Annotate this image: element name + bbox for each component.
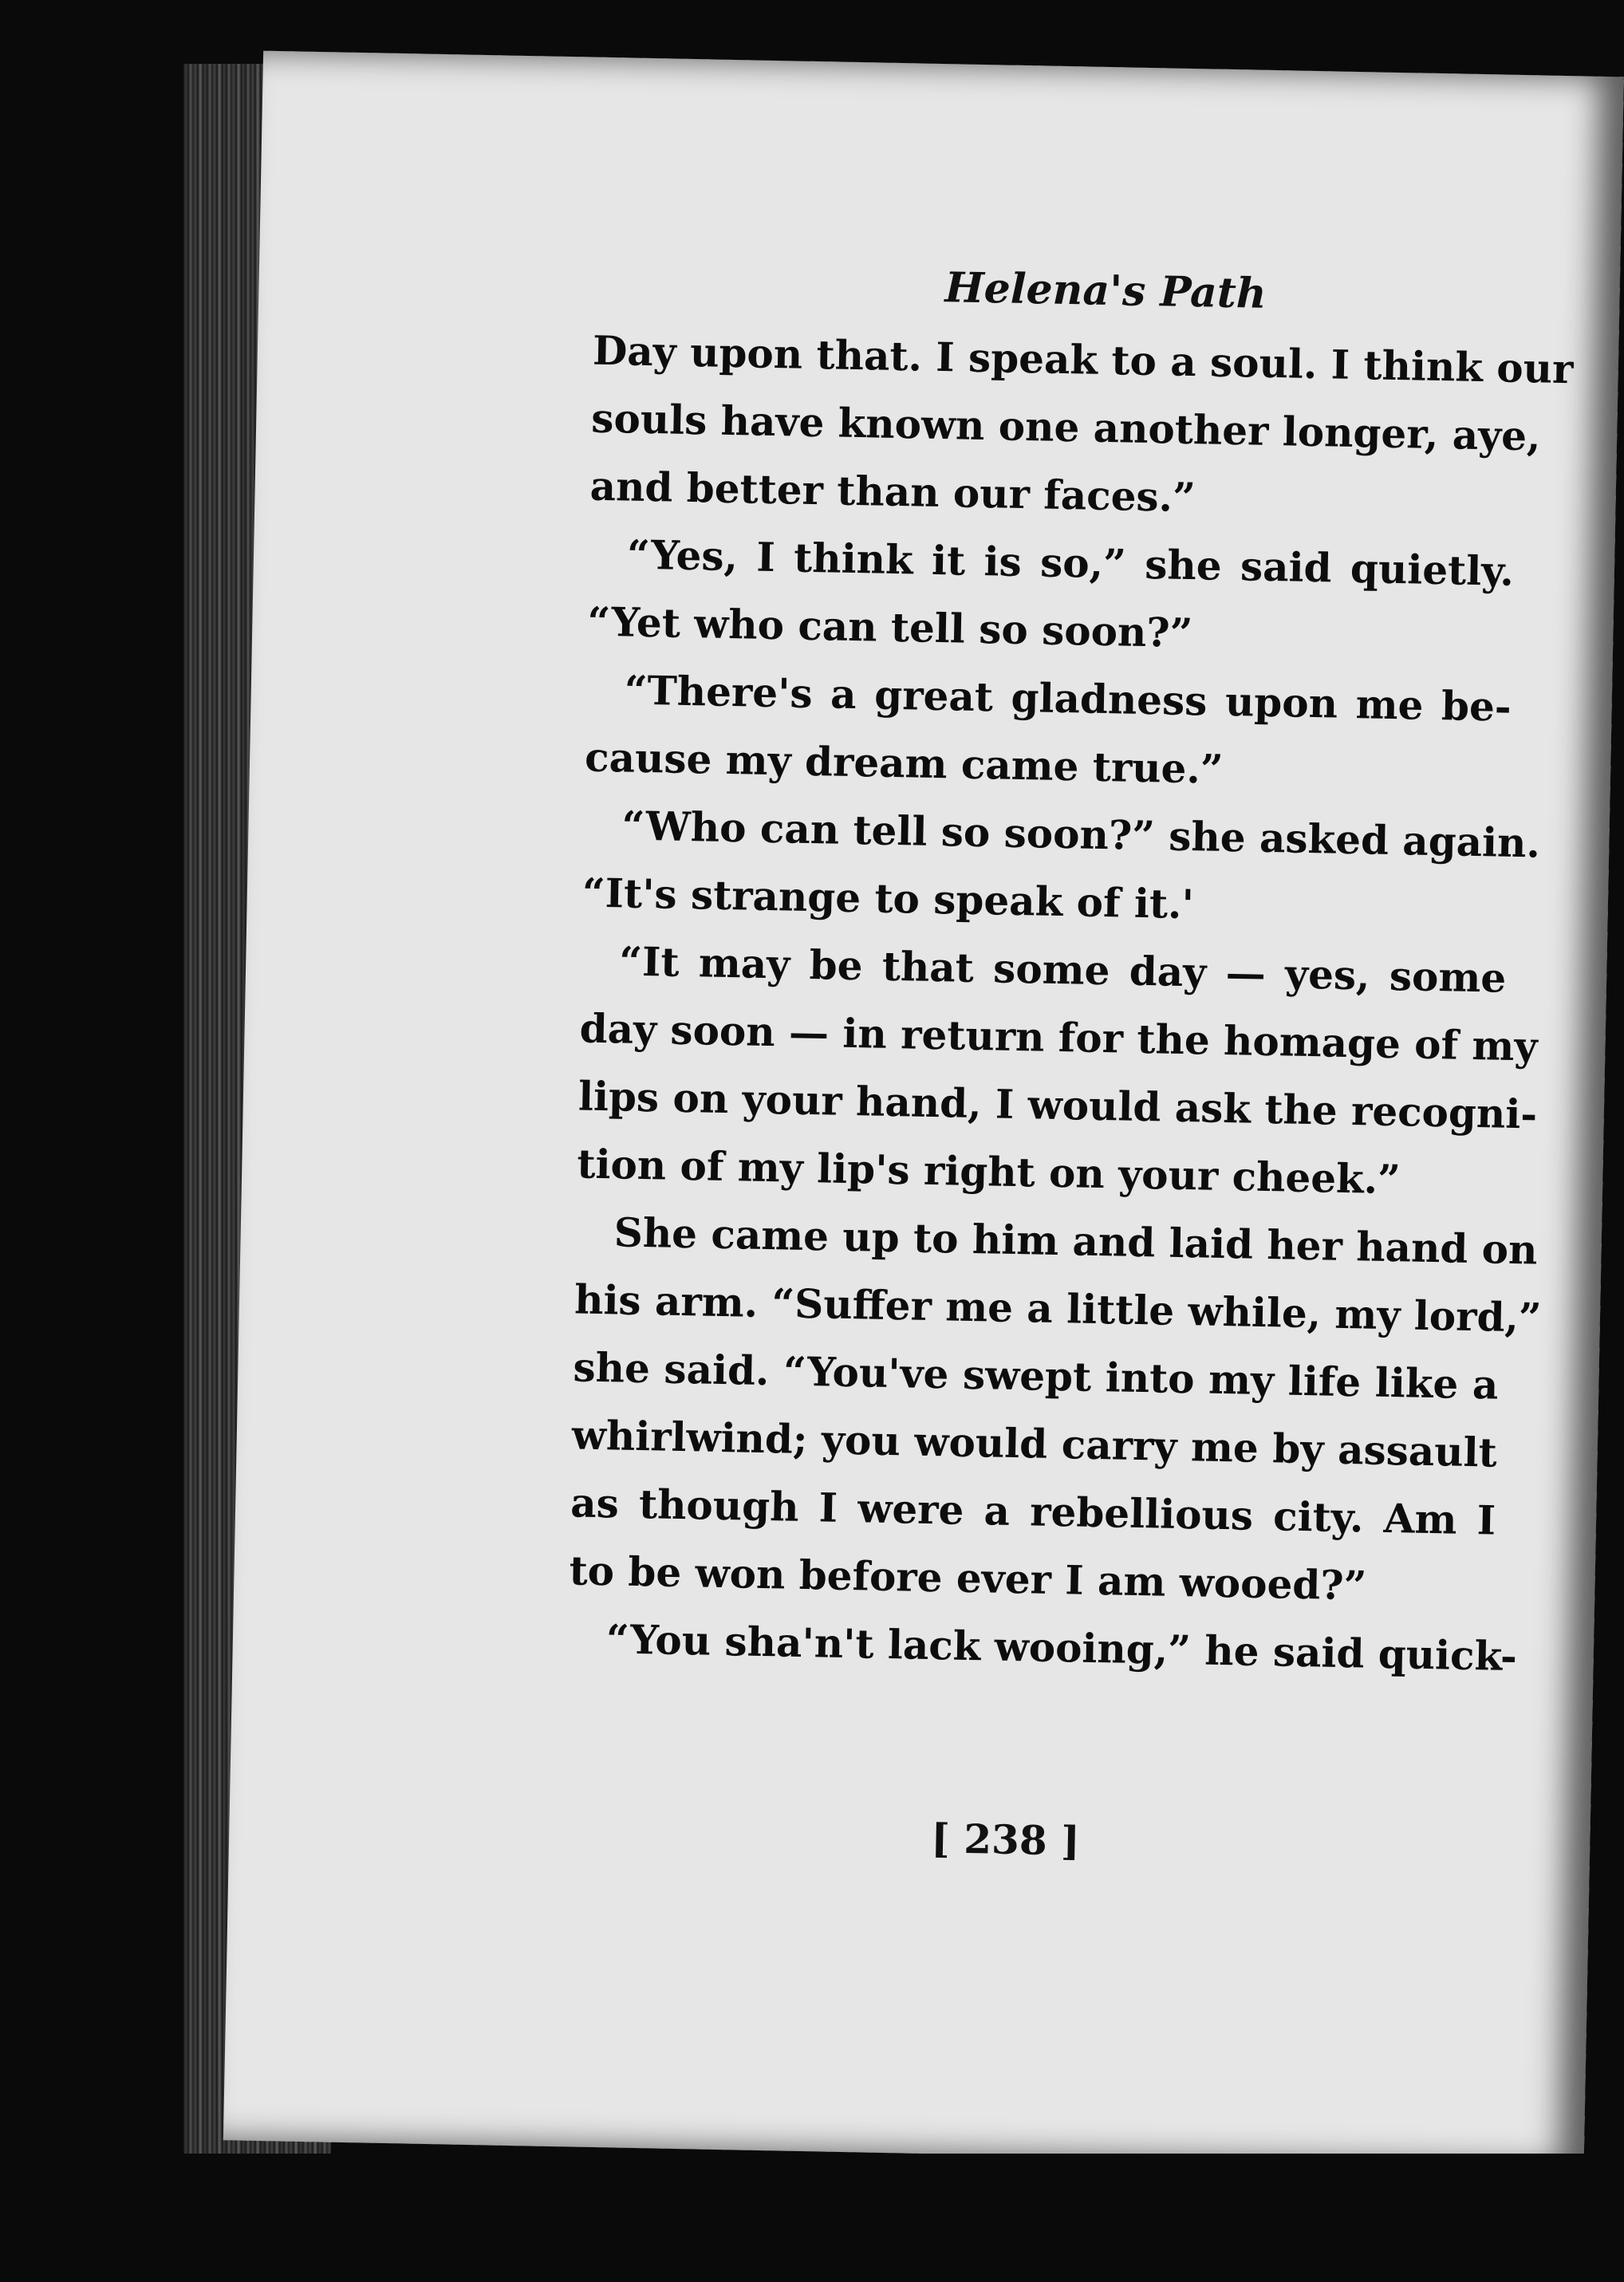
text-line: “It may be that some day — yes, some [618, 937, 1507, 1002]
text-line: “Who can tell so soon?” she asked again. [621, 802, 1541, 867]
text-line: “There's a great gladness upon me be- [624, 666, 1512, 731]
text-line: “You sha'n't lack wooing,” he said quick- [605, 1615, 1518, 1681]
text-line: tion of my lip's right on your cheek.” [576, 1140, 1401, 1204]
text-line: whirlwind; you would carry me by assault [571, 1411, 1498, 1476]
text-line: and better than our faces.” [589, 462, 1196, 522]
text-line: lips on your hand, I would ask the recogni- [577, 1072, 1538, 1138]
text-line: Day upon that. I speak to a soul. I think our [592, 326, 1574, 393]
page-number: [ 238 ] [930, 1815, 1081, 1865]
running-head: Helena's Path [944, 263, 1267, 318]
text-line: day soon — in return for the homage of my [579, 1004, 1539, 1070]
text-line: “It's strange to speak of it.' [581, 869, 1195, 928]
text-line: as though I were a rebellious city. Am I [570, 1479, 1496, 1544]
book-page [223, 51, 1624, 2166]
text-line: cause my dream came true.” [584, 733, 1224, 793]
text-line: souls have known one another longer, aye, [590, 394, 1542, 460]
text-line: his arm. “Suffer me a little while, my lord,” [574, 1275, 1543, 1342]
text-line: to be won before ever I am wooed?” [569, 1547, 1367, 1610]
body-text [567, 317, 1574, 1690]
text-line: She came up to him and laid her hand on [613, 1208, 1538, 1274]
scan-bottom-margin [0, 2154, 1624, 2282]
text-line: she said. “You've swept into my life like a [572, 1343, 1499, 1409]
text-line: “Yet who can tell so soon?” [586, 597, 1193, 657]
text-line: “Yes, I think it is so,” she said quietly. [626, 530, 1515, 595]
page-content [223, 51, 1624, 2166]
